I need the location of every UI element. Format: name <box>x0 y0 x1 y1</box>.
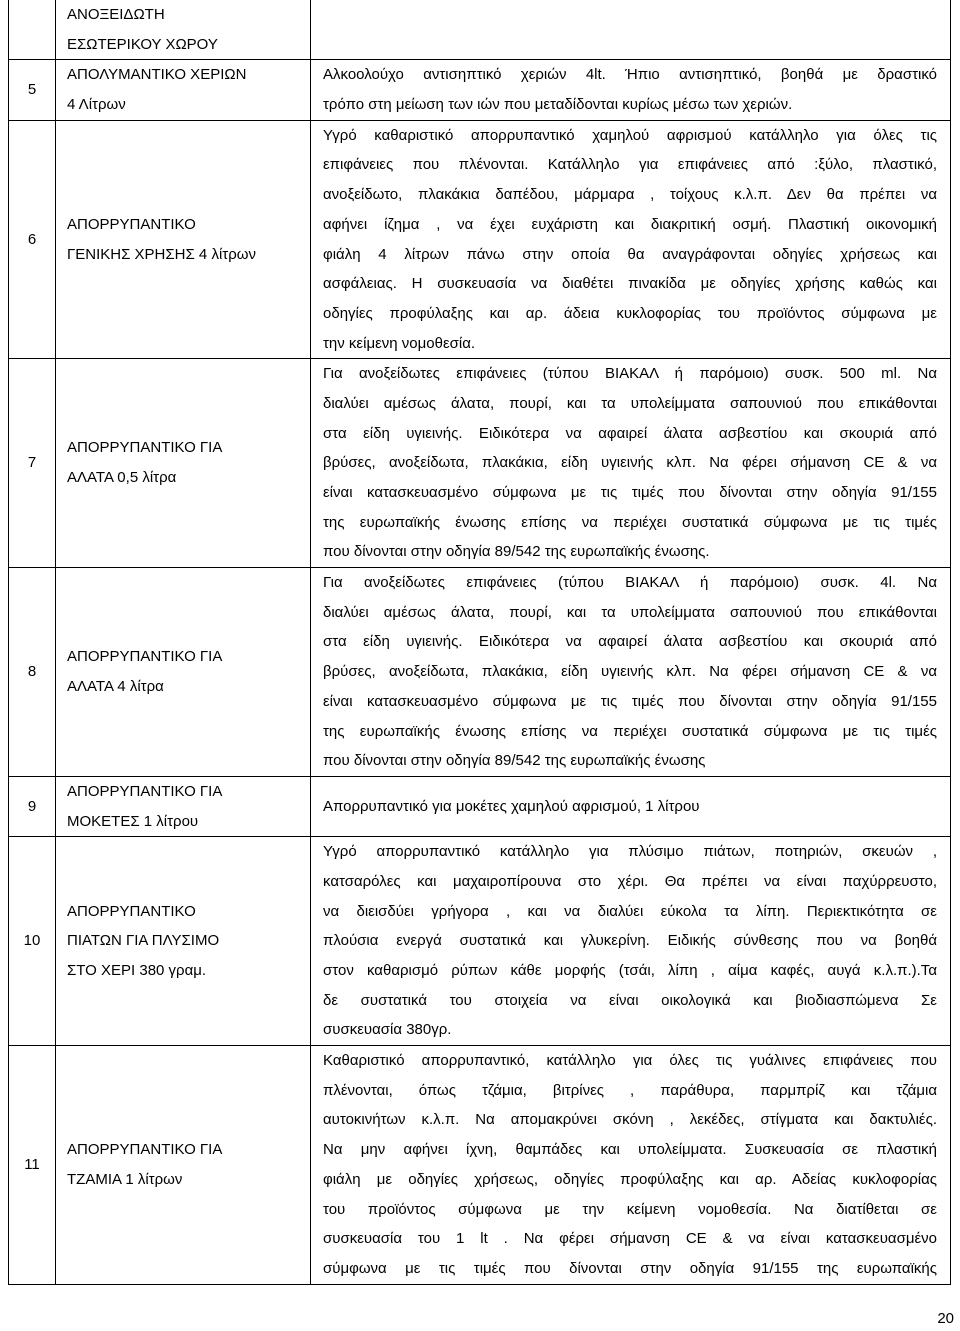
specifications-table <box>8 0 951 1285</box>
item-description-cell <box>311 60 951 120</box>
item-name-line: ΣΤΟ ΧΕΡΙ 380 γραμ. <box>67 962 207 979</box>
item-name-cell <box>56 1046 311 1285</box>
item-description-line: είναι κατασκευασμένο σύμφωνα με τις τιμές που δίνονται στην οδηγία 91/155 <box>323 692 937 710</box>
item-name-line: ΜΟΚΕΤΕΣ 1 λίτρου <box>67 812 199 830</box>
item-description-line: δε συστατικά του στοιχεία να είναι οικολογικά και βιοδιασπώμενα Σε <box>323 991 937 1009</box>
item-description-cell <box>311 776 951 836</box>
item-name-line: ΕΣΩΤΕΡΙΚΟΥ ΧΩΡΟΥ <box>67 35 218 53</box>
item-name-line: ΑΠΟΛΥΜΑΝΤΙΚΟ ΧΕΡΙΩΝ <box>67 66 247 84</box>
item-description-line: τρόπο στη μείωση των ιών που μεταδίδονται κυρίως μέσω των χεριών. <box>323 96 793 114</box>
item-description-line: την κείμενη νομοθεσία. <box>323 334 476 352</box>
item-description-line: οδηγίες προφύλαξης και αρ. άδεια κυκλοφορίας του προϊόντος σύμφωνα με <box>323 304 937 322</box>
item-description-line: Για ανοξείδωτες επιφάνειες (τύπου ΒΙΑΚΑΛ ή παρόμοιο) συσκ. 500 ml. Να <box>323 365 937 383</box>
item-description-cell <box>311 120 951 359</box>
item-description-line: που δίνονται στην οδηγία 89/542 της ευρωπαϊκής ένωσης. <box>323 543 710 561</box>
item-description-cell <box>311 359 951 568</box>
table-row <box>9 568 951 777</box>
item-description-line: του προϊόντος σύμφωνα με την κείμενη νομοθεσία. Να διατίθεται σε <box>323 1200 937 1218</box>
item-name-line: ΑΠΟΡΡΥΠΑΝΤΙΚΟ ΓΙΑ <box>67 1141 223 1159</box>
item-description-line: είναι κατασκευασμένο σύμφωνα με τις τιμές που δίνονται στην οδηγία 91/155 <box>323 484 937 501</box>
item-name-cell <box>56 837 311 1046</box>
item-number-cell: 5 <box>9 60 56 120</box>
item-number-cell: 6 <box>9 120 56 359</box>
item-description-line: πλούσια ενεργά συστατικά και γλυκερίνη. Ειδικής σύνθεσης που να βοηθά <box>323 932 937 950</box>
item-description-line: πλένονται, όπως τζάμια, βιτρίνες , παράθυρα, παρμπρίζ και τζάμια <box>323 1081 937 1099</box>
table-body <box>9 0 951 1284</box>
item-description-line: στα είδη υγιεινής. Ειδικότερα να αφαιρεί άλατα ασβεστίου και σκουριά από <box>323 633 937 651</box>
item-description-line: συσκευασία 380γρ. <box>323 1021 452 1039</box>
item-description-cell <box>311 568 951 777</box>
item-name-line: ΓΕΝΙΚΗΣ ΧΡΗΣΗΣ 4 λίτρων <box>67 245 256 263</box>
table-row <box>9 60 951 120</box>
item-number-cell: 9 <box>9 776 56 836</box>
item-description-cell <box>311 1046 951 1285</box>
item-name-cell <box>56 776 311 836</box>
item-description-line: Για ανοξείδωτες επιφάνειες (τύπου ΒΙΑΚΑΛ ή παρόμοιο) συσκ. 4l. Να <box>323 574 937 592</box>
table-row <box>9 837 951 1046</box>
item-name-line: ΤΖΑΜΙΑ 1 λίτρων <box>67 1170 183 1188</box>
item-number-cell: 7 <box>9 359 56 568</box>
item-description-line: που δίνονται στην οδηγία 89/542 της ευρωπαϊκής ένωσης <box>323 752 706 770</box>
item-name-line: ΠΙΑΤΩΝ ΓΙΑ ΠΛΥΣΙΜΟ <box>67 932 220 950</box>
item-description-line: Αλκοολούχο αντισηπτικό χεριών 4lt. Ήπιο αντισηπτικό, βοηθά με δραστικό <box>323 66 937 84</box>
item-description-line: κατσαρόλες και μαχαιροπίρουνα στο χέρι. Θα πρέπει να είναι παχύρρευστο, <box>323 872 937 890</box>
item-name-line: ΑΠΟΡΡΥΠΑΝΤΙΚΟ <box>67 215 196 233</box>
table-row <box>9 120 951 359</box>
item-description-line: σύμφωνα με τις τιμές που δίνονται στην οδηγία 91/155 της ευρωπαϊκής <box>323 1259 937 1277</box>
item-description-cell <box>311 837 951 1046</box>
item-description-line: στα είδη υγιεινής. Ειδικότερα να αφαιρεί άλατα ασβεστίου και σκουριά από <box>323 424 937 442</box>
item-name-cell <box>56 120 311 359</box>
item-name-cell <box>56 568 311 777</box>
item-description-line: Να μην αφήνει ίχνη, θαμπάδες και υπολείμματα. Συσκευασία σε πλαστική <box>323 1141 937 1159</box>
item-name-line: ΑΠΟΡΡΥΠΑΝΤΙΚΟ ΓΙΑ <box>67 648 223 666</box>
table-row <box>9 776 951 836</box>
page-number: 20 <box>937 1310 954 1327</box>
item-description-line: επιφάνειες που πλένονται. Κατάλληλο για επιφάνειες από :ξύλο, πλαστικό, <box>323 156 937 174</box>
item-name-line: ΑΝΟΞΕΙΔΩΤΗ <box>67 6 165 23</box>
item-name-line: ΑΠΟΡΡΥΠΑΝΤΙΚΟ ΓΙΑ <box>67 782 223 800</box>
item-description-line: συσκευασία του 1 lt . Να φέρει σήμανση CE & να είναι κατασκευασμένο <box>323 1230 937 1248</box>
item-description-line: φιάλη 4 λίτρων πάνω στην οποία θα αναγράφονται οδηγίες χρήσεως και <box>323 245 937 263</box>
item-description-line: βρύσες, ανοξείδωτα, πλακάκια, είδη υγιεινής κλπ. Να φέρει σήμανση CE & να <box>323 454 937 472</box>
item-description-line: να διεισδύει γρήγορα , και να διαλύει εύκολα τα λίπη. Περιεκτικότητα σε <box>323 902 937 920</box>
item-description-line: Καθαριστικό απορρυπαντικό, κατάλληλο για όλες τις γυάλινες επιφάνειες που <box>323 1052 937 1070</box>
item-description-line: Υγρό καθαριστικό απορρυπαντικό χαμηλού αφρισμού κατάλληλο για όλες τις <box>323 126 937 144</box>
item-description-line: διαλύει αμέσως άλατα, πουρί, και τα υπολείμματα σαπουνιού που επικάθονται <box>323 603 937 621</box>
item-name-line: 4 Λίτρων <box>67 96 126 114</box>
item-name-line: ΑΛΑΤΑ 4 λίτρα <box>67 677 164 695</box>
item-description-line: ανοξείδωτο, πλακάκια δαπέδου, μάρμαρα , τοίχους κ.λ.π. Δεν θα πρέπει να <box>323 186 937 204</box>
item-description-line: βρύσες, ανοξείδωτα, πλακάκια, είδη υγιεινής κλπ. Να φέρει σήμανση CE & να <box>323 663 937 681</box>
item-name-line: ΑΠΟΡΡΥΠΑΝΤΙΚΟ <box>67 902 196 920</box>
item-name-cell <box>56 60 311 120</box>
item-description-line: ασφάλειας. Η συσκευασία να διαθέτει πινακίδα με οδηγίες χρήσης καθώς και <box>323 275 937 293</box>
item-number-cell: 8 <box>9 568 56 777</box>
item-number-cell: 10 <box>9 837 56 1046</box>
item-description-line: αυτοκινήτων κ.λ.π. Να απομακρύνει σκόνη , λεκέδες, στίγματα και δακτυλιές. <box>323 1111 937 1129</box>
table-row <box>9 1046 951 1285</box>
item-description-line: Απορρυπαντικό για μοκέτες χαμηλού αφρισμού, 1 λίτρου <box>323 797 700 815</box>
item-description-line: αφήνει ίζημα , να έχει ευχάριστη και διακριτική οσμή. Πλαστική οικονομική <box>323 215 937 233</box>
item-description-line: της ευρωπαϊκής ένωσης επίσης να περιέχει συστατικά σύμφωνα με τις τιμές <box>323 513 937 531</box>
item-description-line: της ευρωπαϊκής ένωσης επίσης να περιέχει συστατικά σύμφωνα με τις τιμές <box>323 722 937 740</box>
item-description-cell <box>311 0 951 60</box>
item-number-cell: 11 <box>9 1046 56 1285</box>
item-name-line: ΑΠΟΡΡΥΠΑΝΤΙΚΟ ΓΙΑ <box>67 439 223 457</box>
item-name-line: ΑΛΑΤΑ 0,5 λίτρα <box>67 469 177 487</box>
item-description-line: στον καθαρισμό ρύπων κάθε μορφής (τσάι, λίπη , αίμα καφές, αυγά κ.λ.π.).Τα <box>323 962 937 979</box>
item-name-cell <box>56 359 311 568</box>
table-row <box>9 359 951 568</box>
item-description-line: Υγρό απορρυπαντικό κατάλληλο για πλύσιμο πιάτων, ποτηριών, σκευών , <box>323 843 937 861</box>
item-description-line: διαλύει αμέσως άλατα, πουρί, και τα υπολείμματα σαπουνιού που επικάθονται <box>323 394 937 412</box>
table-row <box>9 0 951 60</box>
item-description-line: φιάλη με οδηγίες χρήσεως, οδηγίες προφύλαξης και αρ. Αδείας κυκλοφορίας <box>323 1170 937 1188</box>
item-name-cell <box>56 0 311 60</box>
item-number-cell <box>9 0 56 60</box>
